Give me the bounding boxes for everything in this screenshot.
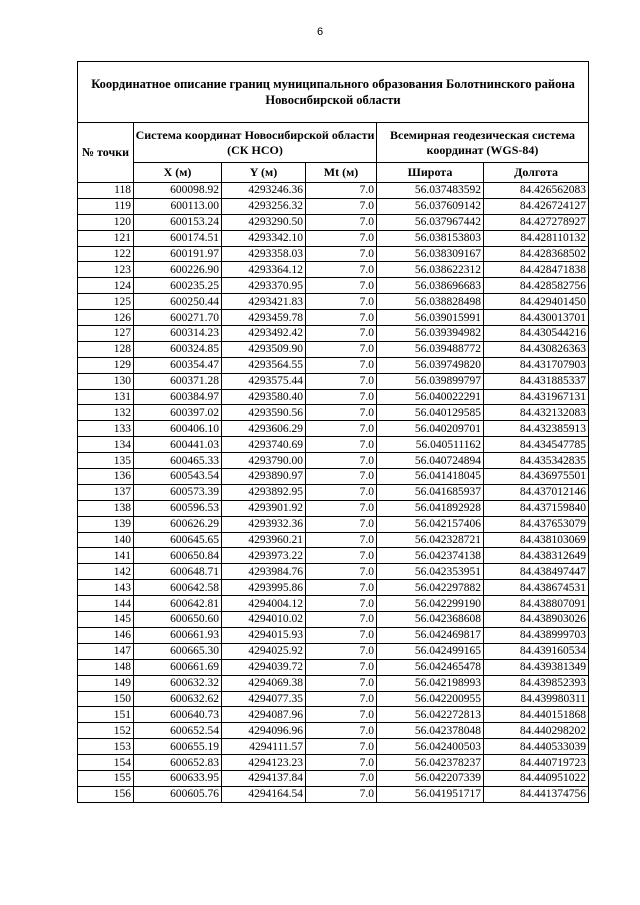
latitude-cell: 56.042469817 (377, 627, 484, 643)
latitude-cell: 56.042297882 (377, 580, 484, 596)
latitude-cell: 56.038622312 (377, 262, 484, 278)
y-coordinate-cell: 4293421.83 (222, 294, 306, 310)
table-row (78, 183, 589, 199)
x-coordinate-cell: 600652.83 (134, 755, 222, 771)
longitude-cell: 84.436975501 (484, 469, 589, 485)
longitude-cell: 84.438497447 (484, 564, 589, 580)
longitude-cell: 84.430013701 (484, 310, 589, 326)
table-row (78, 500, 589, 516)
x-coordinate-cell: 600605.76 (134, 786, 222, 802)
table-row (78, 580, 589, 596)
latitude-header: Широта (377, 163, 484, 183)
mt-value-cell: 7.0 (306, 723, 377, 739)
table-row (78, 421, 589, 437)
y-header: Y (м) (222, 163, 306, 183)
y-coordinate-cell: 4294123.23 (222, 755, 306, 771)
y-coordinate-cell: 4293358.03 (222, 246, 306, 262)
table-row (78, 230, 589, 246)
coordinates-rows (78, 183, 589, 803)
latitude-cell: 56.039015991 (377, 310, 484, 326)
mt-value-cell: 7.0 (306, 675, 377, 691)
y-coordinate-cell: 4293973.22 (222, 548, 306, 564)
point-number-cell: 126 (78, 310, 134, 326)
longitude-cell: 84.427278927 (484, 214, 589, 230)
mt-value-cell: 7.0 (306, 389, 377, 405)
table-row (78, 707, 589, 723)
mt-value-cell: 7.0 (306, 532, 377, 548)
table-row (78, 770, 589, 786)
y-coordinate-cell: 4293564.55 (222, 357, 306, 373)
mt-value-cell: 7.0 (306, 183, 377, 199)
mt-value-cell: 7.0 (306, 739, 377, 755)
x-coordinate-cell: 600661.93 (134, 627, 222, 643)
table-row (78, 548, 589, 564)
point-number-cell: 119 (78, 198, 134, 214)
point-number-cell: 153 (78, 739, 134, 755)
mt-value-cell: 7.0 (306, 437, 377, 453)
table-row (78, 246, 589, 262)
longitude-cell: 84.435342835 (484, 453, 589, 469)
mt-value-cell: 7.0 (306, 516, 377, 532)
longitude-cell: 84.431967131 (484, 389, 589, 405)
table-row (78, 326, 589, 342)
y-coordinate-cell: 4293342.10 (222, 230, 306, 246)
longitude-cell: 84.434547785 (484, 437, 589, 453)
mt-value-cell: 7.0 (306, 373, 377, 389)
y-coordinate-cell: 4293370.95 (222, 278, 306, 294)
x-coordinate-cell: 600153.24 (134, 214, 222, 230)
latitude-cell: 56.037967442 (377, 214, 484, 230)
latitude-cell: 56.042378237 (377, 755, 484, 771)
x-coordinate-cell: 600650.84 (134, 548, 222, 564)
latitude-cell: 56.042207339 (377, 770, 484, 786)
table-row (78, 739, 589, 755)
y-coordinate-cell: 4293995.86 (222, 580, 306, 596)
point-number-cell: 130 (78, 373, 134, 389)
x-coordinate-cell: 600632.62 (134, 691, 222, 707)
longitude-cell: 84.437653079 (484, 516, 589, 532)
mt-value-cell: 7.0 (306, 500, 377, 516)
x-coordinate-cell: 600596.53 (134, 500, 222, 516)
mt-value-cell: 7.0 (306, 421, 377, 437)
y-coordinate-cell: 4293606.29 (222, 421, 306, 437)
table-row (78, 214, 589, 230)
table-row (78, 643, 589, 659)
longitude-cell: 84.438999703 (484, 627, 589, 643)
x-coordinate-cell: 600661.69 (134, 659, 222, 675)
x-coordinate-cell: 600648.71 (134, 564, 222, 580)
latitude-cell: 56.038153803 (377, 230, 484, 246)
mt-value-cell: 7.0 (306, 278, 377, 294)
mt-value-cell: 7.0 (306, 564, 377, 580)
point-number-cell: 142 (78, 564, 134, 580)
y-coordinate-cell: 4293256.32 (222, 198, 306, 214)
table-row (78, 405, 589, 421)
point-number-cell: 143 (78, 580, 134, 596)
mt-value-cell: 7.0 (306, 770, 377, 786)
y-coordinate-cell: 4294077.35 (222, 691, 306, 707)
y-coordinate-cell: 4294025.92 (222, 643, 306, 659)
point-number-cell: 146 (78, 627, 134, 643)
longitude-cell: 84.438903026 (484, 612, 589, 628)
longitude-cell: 84.438312649 (484, 548, 589, 564)
x-coordinate-cell: 600650.60 (134, 612, 222, 628)
latitude-cell: 56.038696683 (377, 278, 484, 294)
longitude-cell: 84.440298202 (484, 723, 589, 739)
latitude-cell: 56.042400503 (377, 739, 484, 755)
latitude-cell: 56.042198993 (377, 675, 484, 691)
table-row (78, 755, 589, 771)
x-coordinate-cell: 600632.32 (134, 675, 222, 691)
longitude-cell: 84.429401450 (484, 294, 589, 310)
x-coordinate-cell: 600235.25 (134, 278, 222, 294)
point-number-cell: 132 (78, 405, 134, 421)
x-coordinate-cell: 600271.70 (134, 310, 222, 326)
point-number-cell: 134 (78, 437, 134, 453)
x-coordinate-cell: 600626.29 (134, 516, 222, 532)
mt-value-cell: 7.0 (306, 755, 377, 771)
point-number-cell: 140 (78, 532, 134, 548)
latitude-cell: 56.038309167 (377, 246, 484, 262)
point-number-cell: 138 (78, 500, 134, 516)
longitude-cell: 84.439381349 (484, 659, 589, 675)
latitude-cell: 56.039899797 (377, 373, 484, 389)
longitude-cell: 84.437159840 (484, 500, 589, 516)
y-coordinate-cell: 4293509.90 (222, 341, 306, 357)
longitude-cell: 84.431707903 (484, 357, 589, 373)
latitude-cell: 56.042499165 (377, 643, 484, 659)
table-row (78, 659, 589, 675)
x-coordinate-cell: 600441.03 (134, 437, 222, 453)
point-number-header: № точки (78, 123, 134, 183)
y-coordinate-cell: 4294010.02 (222, 612, 306, 628)
point-number-cell: 123 (78, 262, 134, 278)
table-row (78, 612, 589, 628)
mt-value-cell: 7.0 (306, 341, 377, 357)
table-row (78, 341, 589, 357)
latitude-cell: 56.041892928 (377, 500, 484, 516)
x-coordinate-cell: 600314.23 (134, 326, 222, 342)
point-number-cell: 137 (78, 484, 134, 500)
y-coordinate-cell: 4293290.50 (222, 214, 306, 230)
longitude-cell: 84.426724127 (484, 198, 589, 214)
y-coordinate-cell: 4293890.97 (222, 469, 306, 485)
y-coordinate-cell: 4294096.96 (222, 723, 306, 739)
longitude-cell: 84.430544216 (484, 326, 589, 342)
latitude-cell: 56.039488772 (377, 341, 484, 357)
y-coordinate-cell: 4293790.00 (222, 453, 306, 469)
y-coordinate-cell: 4293960.21 (222, 532, 306, 548)
latitude-cell: 56.040129585 (377, 405, 484, 421)
x-coordinate-cell: 600191.97 (134, 246, 222, 262)
point-number-cell: 131 (78, 389, 134, 405)
point-number-cell: 144 (78, 596, 134, 612)
table-row (78, 675, 589, 691)
latitude-cell: 56.039749820 (377, 357, 484, 373)
coordinates-table (77, 61, 589, 803)
point-number-cell: 156 (78, 786, 134, 802)
mt-value-cell: 7.0 (306, 691, 377, 707)
table-row (78, 469, 589, 485)
mt-value-cell: 7.0 (306, 548, 377, 564)
x-coordinate-cell: 600652.54 (134, 723, 222, 739)
longitude-cell: 84.428368502 (484, 246, 589, 262)
point-number-cell: 139 (78, 516, 134, 532)
y-coordinate-cell: 4293892.95 (222, 484, 306, 500)
point-number-cell: 129 (78, 357, 134, 373)
latitude-cell: 56.040209701 (377, 421, 484, 437)
longitude-cell: 84.432132083 (484, 405, 589, 421)
x-coordinate-cell: 600113.00 (134, 198, 222, 214)
table-row (78, 786, 589, 802)
point-number-cell: 124 (78, 278, 134, 294)
y-coordinate-cell: 4294087.96 (222, 707, 306, 723)
x-coordinate-cell: 600098.92 (134, 183, 222, 199)
mt-value-cell: 7.0 (306, 469, 377, 485)
local-system-header: Система координат Новосибирской области (СК НСО) (134, 123, 377, 163)
table-row (78, 564, 589, 580)
point-number-cell: 118 (78, 183, 134, 199)
point-number-cell: 136 (78, 469, 134, 485)
latitude-cell: 56.040511162 (377, 437, 484, 453)
x-coordinate-cell: 600465.33 (134, 453, 222, 469)
x-coordinate-cell: 600384.97 (134, 389, 222, 405)
longitude-cell: 84.438103069 (484, 532, 589, 548)
x-coordinate-cell: 600633.95 (134, 770, 222, 786)
point-number-cell: 151 (78, 707, 134, 723)
point-number-cell: 125 (78, 294, 134, 310)
latitude-cell: 56.042299190 (377, 596, 484, 612)
point-number-cell: 120 (78, 214, 134, 230)
x-coordinate-cell: 600324.85 (134, 341, 222, 357)
x-header: X (м) (134, 163, 222, 183)
longitude-cell: 84.428471838 (484, 262, 589, 278)
table-row (78, 453, 589, 469)
x-coordinate-cell: 600543.54 (134, 469, 222, 485)
longitude-cell: 84.428110132 (484, 230, 589, 246)
mt-value-cell: 7.0 (306, 326, 377, 342)
y-coordinate-cell: 4294039.72 (222, 659, 306, 675)
latitude-cell: 56.037609142 (377, 198, 484, 214)
x-coordinate-cell: 600645.65 (134, 532, 222, 548)
mt-value-cell: 7.0 (306, 214, 377, 230)
y-coordinate-cell: 4293364.12 (222, 262, 306, 278)
x-coordinate-cell: 600397.02 (134, 405, 222, 421)
longitude-cell: 84.430826363 (484, 341, 589, 357)
longitude-cell: 84.439852393 (484, 675, 589, 691)
latitude-cell: 56.042378048 (377, 723, 484, 739)
mt-value-cell: 7.0 (306, 580, 377, 596)
mt-value-cell: 7.0 (306, 612, 377, 628)
longitude-cell: 84.440951022 (484, 770, 589, 786)
y-coordinate-cell: 4293580.40 (222, 389, 306, 405)
longitude-cell: 84.439160534 (484, 643, 589, 659)
mt-value-cell: 7.0 (306, 643, 377, 659)
table-row (78, 723, 589, 739)
table-row (78, 532, 589, 548)
latitude-cell: 56.042157406 (377, 516, 484, 532)
mt-value-cell: 7.0 (306, 357, 377, 373)
latitude-cell: 56.041951717 (377, 786, 484, 802)
y-coordinate-cell: 4294137.84 (222, 770, 306, 786)
latitude-cell: 56.042368608 (377, 612, 484, 628)
y-coordinate-cell: 4294015.93 (222, 627, 306, 643)
longitude-cell: 84.440151868 (484, 707, 589, 723)
x-coordinate-cell: 600642.58 (134, 580, 222, 596)
mt-value-cell: 7.0 (306, 294, 377, 310)
latitude-cell: 56.042328721 (377, 532, 484, 548)
point-number-cell: 147 (78, 643, 134, 659)
y-coordinate-cell: 4294111.57 (222, 739, 306, 755)
latitude-cell: 56.041685937 (377, 484, 484, 500)
latitude-cell: 56.040724894 (377, 453, 484, 469)
table-row (78, 310, 589, 326)
y-coordinate-cell: 4294164.54 (222, 786, 306, 802)
mt-value-cell: 7.0 (306, 484, 377, 500)
latitude-cell: 56.042465478 (377, 659, 484, 675)
point-number-cell: 121 (78, 230, 134, 246)
latitude-cell: 56.039394982 (377, 326, 484, 342)
mt-value-cell: 7.0 (306, 596, 377, 612)
y-coordinate-cell: 4293492.42 (222, 326, 306, 342)
y-coordinate-cell: 4294004.12 (222, 596, 306, 612)
point-number-cell: 141 (78, 548, 134, 564)
x-coordinate-cell: 600250.44 (134, 294, 222, 310)
y-coordinate-cell: 4293459.78 (222, 310, 306, 326)
table-row (78, 627, 589, 643)
y-coordinate-cell: 4293575.44 (222, 373, 306, 389)
point-number-cell: 127 (78, 326, 134, 342)
longitude-cell: 84.438807091 (484, 596, 589, 612)
table-row (78, 484, 589, 500)
x-coordinate-cell: 600371.28 (134, 373, 222, 389)
longitude-cell: 84.441374756 (484, 786, 589, 802)
longitude-cell: 84.440533039 (484, 739, 589, 755)
x-coordinate-cell: 600226.90 (134, 262, 222, 278)
x-coordinate-cell: 600640.73 (134, 707, 222, 723)
x-coordinate-cell: 600406.10 (134, 421, 222, 437)
mt-value-cell: 7.0 (306, 627, 377, 643)
latitude-cell: 56.042353951 (377, 564, 484, 580)
mt-value-cell: 7.0 (306, 230, 377, 246)
point-number-cell: 145 (78, 612, 134, 628)
y-coordinate-cell: 4293590.56 (222, 405, 306, 421)
mt-value-cell: 7.0 (306, 786, 377, 802)
point-number-cell: 155 (78, 770, 134, 786)
point-number-cell: 150 (78, 691, 134, 707)
table-row (78, 691, 589, 707)
longitude-cell: 84.439980311 (484, 691, 589, 707)
latitude-cell: 56.040022291 (377, 389, 484, 405)
table-row (78, 373, 589, 389)
point-number-cell: 128 (78, 341, 134, 357)
longitude-cell: 84.438674531 (484, 580, 589, 596)
longitude-header: Долгота (484, 163, 589, 183)
y-coordinate-cell: 4293932.36 (222, 516, 306, 532)
latitude-cell: 56.037483592 (377, 183, 484, 199)
x-coordinate-cell: 600655.19 (134, 739, 222, 755)
point-number-cell: 122 (78, 246, 134, 262)
point-number-cell: 154 (78, 755, 134, 771)
point-number-cell: 133 (78, 421, 134, 437)
latitude-cell: 56.038828498 (377, 294, 484, 310)
document-title: Координатное описание границ муниципального образования Болотнинского района Новосибирской области (78, 62, 589, 123)
latitude-cell: 56.042200955 (377, 691, 484, 707)
mt-value-cell: 7.0 (306, 198, 377, 214)
page-number: 6 (316, 26, 324, 38)
y-coordinate-cell: 4293984.76 (222, 564, 306, 580)
mt-value-cell: 7.0 (306, 453, 377, 469)
mt-value-cell: 7.0 (306, 659, 377, 675)
longitude-cell: 84.440719723 (484, 755, 589, 771)
x-coordinate-cell: 600573.39 (134, 484, 222, 500)
y-coordinate-cell: 4293246.36 (222, 183, 306, 199)
y-coordinate-cell: 4294069.38 (222, 675, 306, 691)
y-coordinate-cell: 4293901.92 (222, 500, 306, 516)
x-coordinate-cell: 600354.47 (134, 357, 222, 373)
table-row (78, 198, 589, 214)
longitude-cell: 84.432385913 (484, 421, 589, 437)
mt-value-cell: 7.0 (306, 262, 377, 278)
point-number-cell: 148 (78, 659, 134, 675)
latitude-cell: 56.042272813 (377, 707, 484, 723)
longitude-cell: 84.426562083 (484, 183, 589, 199)
mt-header: Mt (м) (306, 163, 377, 183)
mt-value-cell: 7.0 (306, 310, 377, 326)
table-row (78, 596, 589, 612)
longitude-cell: 84.428582756 (484, 278, 589, 294)
table-row (78, 389, 589, 405)
x-coordinate-cell: 600174.51 (134, 230, 222, 246)
latitude-cell: 56.042374138 (377, 548, 484, 564)
mt-value-cell: 7.0 (306, 246, 377, 262)
table-row (78, 262, 589, 278)
longitude-cell: 84.437012146 (484, 484, 589, 500)
longitude-cell: 84.431885337 (484, 373, 589, 389)
point-number-cell: 135 (78, 453, 134, 469)
table-row (78, 516, 589, 532)
table-row (78, 437, 589, 453)
table-row (78, 278, 589, 294)
latitude-cell: 56.041418045 (377, 469, 484, 485)
y-coordinate-cell: 4293740.69 (222, 437, 306, 453)
point-number-cell: 149 (78, 675, 134, 691)
table-row (78, 357, 589, 373)
mt-value-cell: 7.0 (306, 405, 377, 421)
wgs84-system-header: Всемирная геодезическая система координат (WGS-84) (377, 123, 589, 163)
x-coordinate-cell: 600665.30 (134, 643, 222, 659)
mt-value-cell: 7.0 (306, 707, 377, 723)
point-number-cell: 152 (78, 723, 134, 739)
table-row (78, 294, 589, 310)
x-coordinate-cell: 600642.81 (134, 596, 222, 612)
